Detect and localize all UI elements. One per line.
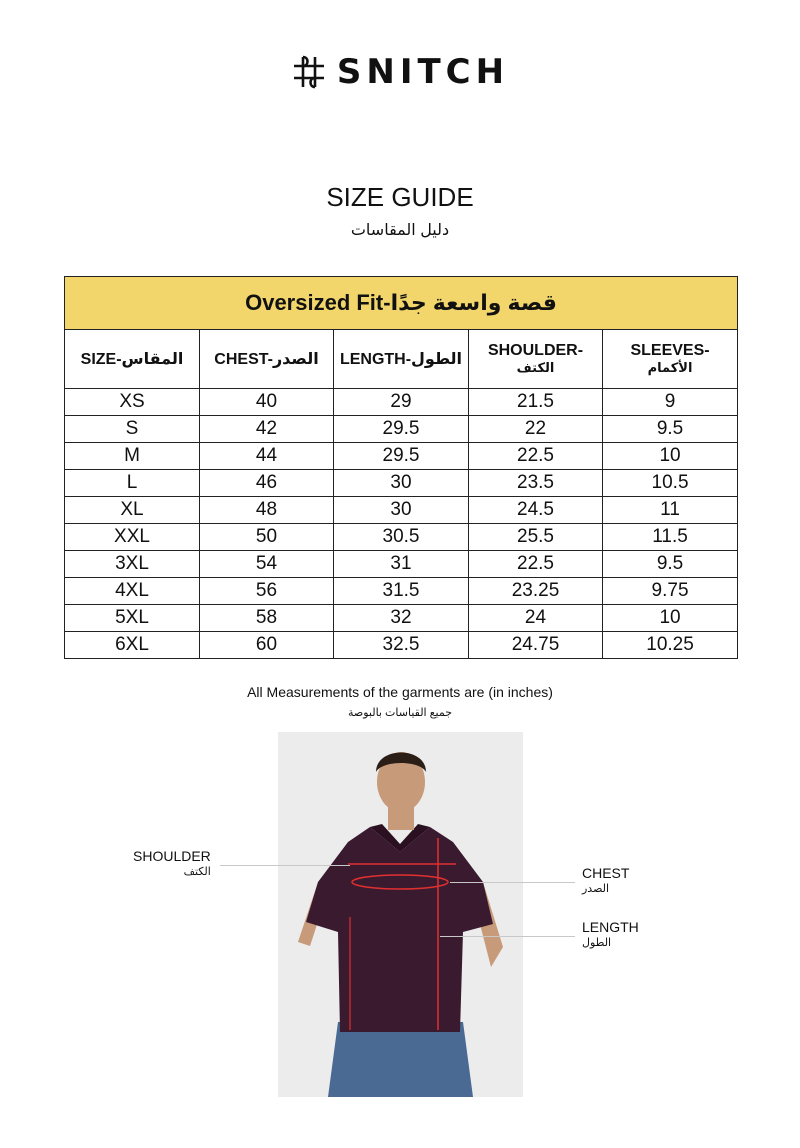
table-row	[65, 470, 738, 497]
table-cell: M	[65, 443, 200, 470]
table-cell: 10	[603, 443, 738, 470]
table-row	[65, 416, 738, 443]
table-cell: 50	[200, 524, 334, 551]
table-cell: 60	[200, 632, 334, 659]
table-cell: 10.5	[603, 470, 738, 497]
table-cell: 44	[200, 443, 334, 470]
model-photo	[278, 732, 523, 1097]
fit-label: Oversized Fit-قصة واسعة جدًا	[65, 277, 738, 330]
table-cell: 25.5	[469, 524, 603, 551]
table-cell: 30.5	[334, 524, 469, 551]
table-cell: 10.25	[603, 632, 738, 659]
length-label-ar: الطول	[582, 937, 612, 949]
chest-label	[582, 865, 629, 897]
table-cell: 58	[200, 605, 334, 632]
column-header-label: LENGTH-الطول	[339, 350, 463, 368]
model-illustration	[278, 732, 523, 1097]
table-cell: 21.5	[469, 389, 603, 416]
table-cell: S	[65, 416, 200, 443]
table-cell: 29.5	[334, 443, 469, 470]
column-header	[200, 330, 334, 389]
table-cell: 29.5	[334, 416, 469, 443]
table-cell: XXL	[65, 524, 200, 551]
table-cell: 23.5	[469, 470, 603, 497]
table-row	[65, 551, 738, 578]
hash-grid-logo-icon	[291, 54, 327, 90]
table-cell: 24	[469, 605, 603, 632]
table-cell: XS	[65, 389, 200, 416]
measurement-note-arabic: جميع القياسات بالبوصة	[347, 707, 453, 719]
table-row	[65, 524, 738, 551]
table-cell: 24.75	[469, 632, 603, 659]
length-label-en: LENGTH	[582, 919, 639, 935]
table-cell: 32	[334, 605, 469, 632]
table-cell: 42	[200, 416, 334, 443]
table-cell: 4XL	[65, 578, 200, 605]
table-cell: 22	[469, 416, 603, 443]
brand-logo	[0, 52, 800, 92]
table-cell: XL	[65, 497, 200, 524]
table-cell: 22.5	[469, 443, 603, 470]
table-cell: L	[65, 470, 200, 497]
column-header-label: CHEST-الصدر	[214, 350, 319, 368]
column-header	[469, 330, 603, 389]
table-cell: 9.5	[603, 551, 738, 578]
column-header-label: SLEEVES-	[630, 342, 710, 359]
measurement-note: All Measurements of the garments are (in inches)	[247, 684, 553, 700]
column-header	[603, 330, 738, 389]
table-cell: 11	[603, 497, 738, 524]
length-leader-line	[440, 936, 575, 937]
length-label	[582, 919, 639, 951]
table-cell: 9.75	[603, 578, 738, 605]
table-cell: 54	[200, 551, 334, 578]
shoulder-leader-line	[220, 865, 350, 866]
size-table	[64, 276, 738, 659]
shoulder-label-ar: الكتف	[183, 866, 211, 878]
column-header-label: SHOULDER-	[487, 342, 584, 359]
table-cell: 46	[200, 470, 334, 497]
table-cell: 30	[334, 470, 469, 497]
table-cell: 48	[200, 497, 334, 524]
table-cell: 40	[200, 389, 334, 416]
table-cell: 32.5	[334, 632, 469, 659]
page-title-arabic: دليل المقاسات	[350, 222, 450, 239]
chest-leader-line	[450, 882, 575, 883]
table-cell: 56	[200, 578, 334, 605]
page-title: SIZE GUIDE	[326, 182, 474, 212]
table-cell: 24.5	[469, 497, 603, 524]
table-row	[65, 443, 738, 470]
column-header-arabic: الأكمام	[647, 360, 693, 375]
chest-label-ar: الصدر	[582, 883, 610, 895]
table-cell: 5XL	[65, 605, 200, 632]
table-cell: 11.5	[603, 524, 738, 551]
column-header-arabic: الكتف	[516, 360, 555, 375]
shoulder-label-en: SHOULDER	[133, 848, 211, 864]
chest-label-en: CHEST	[582, 865, 630, 881]
table-cell: 6XL	[65, 632, 200, 659]
table-row	[65, 632, 738, 659]
table-cell: 22.5	[469, 551, 603, 578]
table-row	[65, 389, 738, 416]
column-header	[334, 330, 469, 389]
table-row	[65, 605, 738, 632]
brand-name: SNITCH	[336, 52, 510, 92]
table-cell: 31.5	[334, 578, 469, 605]
column-header-label: SIZE-المقاس	[80, 350, 184, 368]
column-header	[65, 330, 200, 389]
table-cell: 10	[603, 605, 738, 632]
table-cell: 9.5	[603, 416, 738, 443]
table-row	[65, 497, 738, 524]
table-cell: 31	[334, 551, 469, 578]
table-cell: 3XL	[65, 551, 200, 578]
table-cell: 9	[603, 389, 738, 416]
table-row	[65, 578, 738, 605]
table-cell: 30	[334, 497, 469, 524]
table-cell: 29	[334, 389, 469, 416]
table-cell: 23.25	[469, 578, 603, 605]
shoulder-label	[133, 848, 211, 880]
